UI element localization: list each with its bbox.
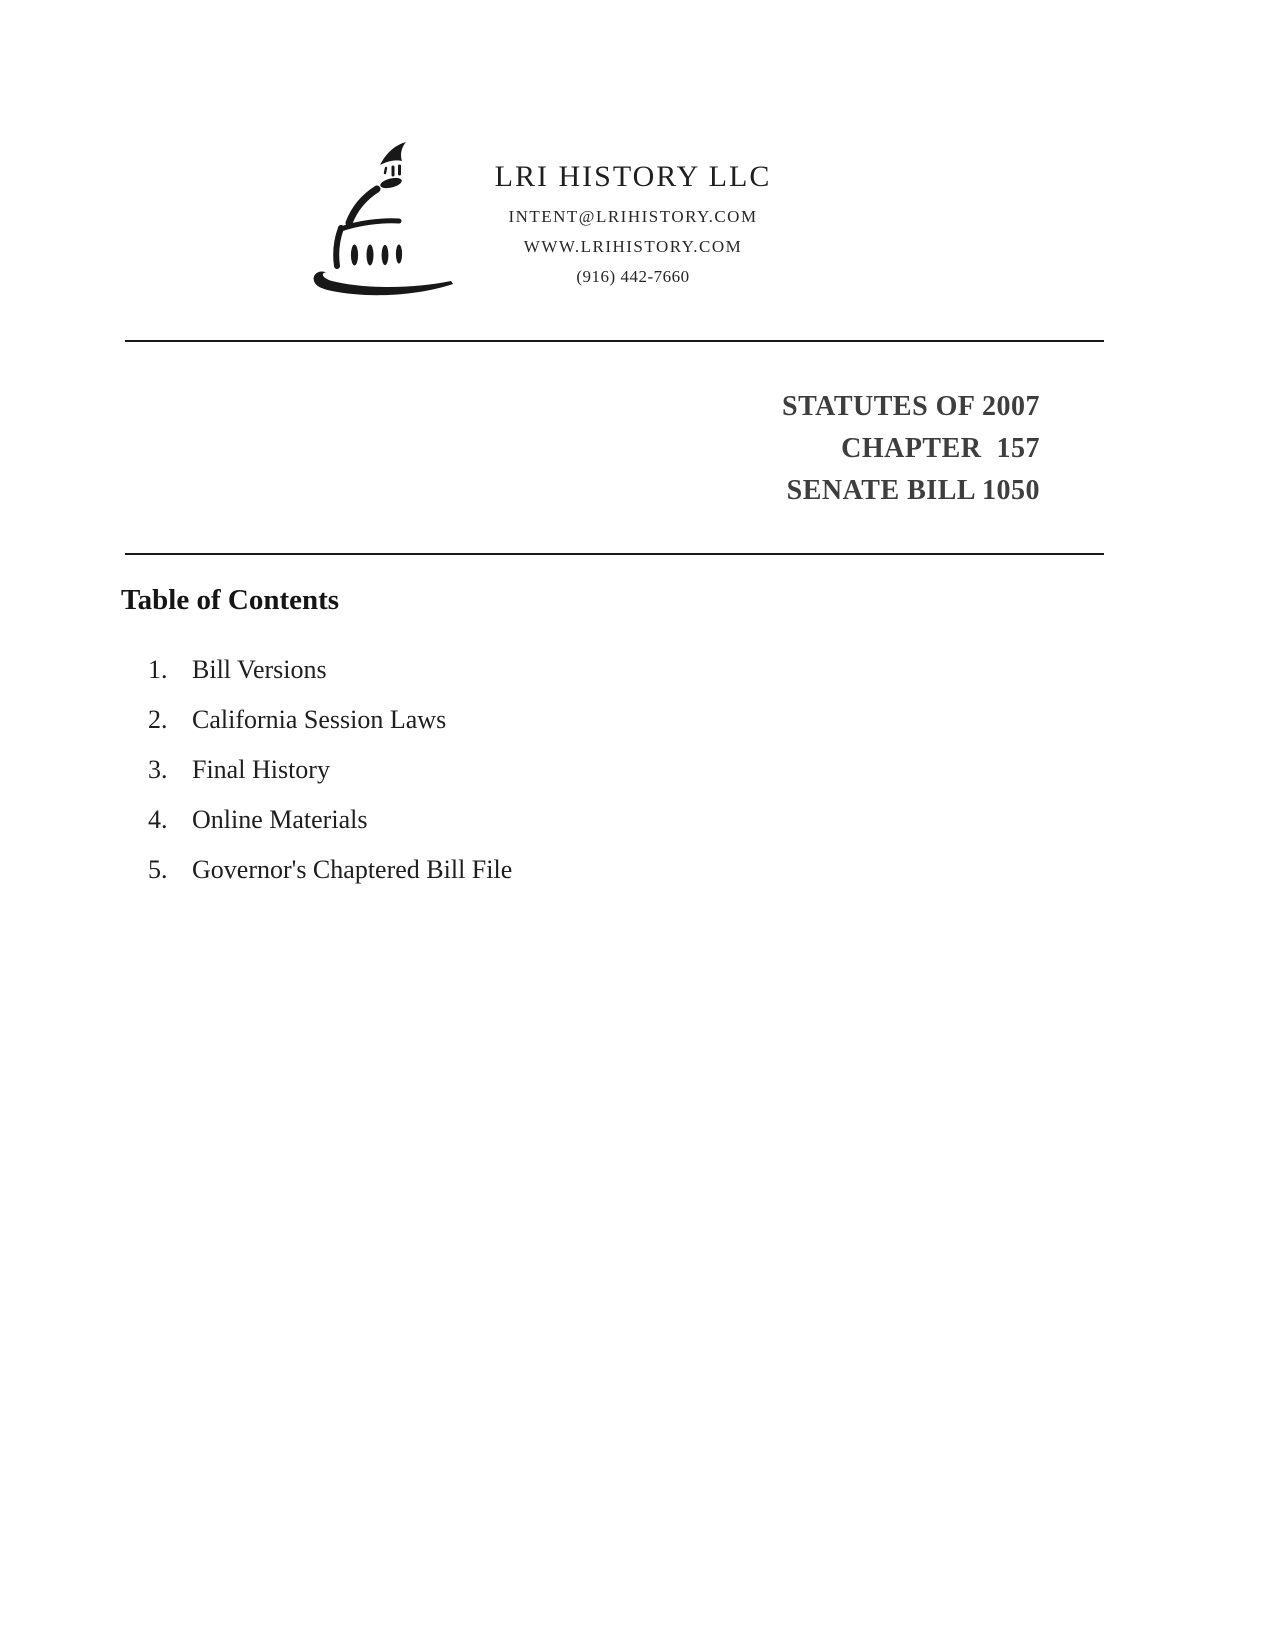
toc-list <box>121 645 1021 895</box>
org-email: INTENT@LRIHISTORY.COM <box>508 207 758 226</box>
table-of-contents <box>121 584 1021 895</box>
toc-item-number: 2. <box>148 705 168 734</box>
org-website: WWW.LRIHISTORY.COM <box>523 237 743 256</box>
toc-item-number: 4. <box>148 805 168 834</box>
statute-line-year: STATUTES OF 2007 <box>782 391 1040 422</box>
org-name: LRI HISTORY LLC <box>494 160 772 193</box>
statute-heading <box>782 386 1040 512</box>
toc-item-label: Governor's Chaptered Bill File <box>192 855 513 884</box>
divider-bottom <box>125 553 1104 555</box>
letterhead <box>333 160 933 288</box>
toc-title: Table of Contents <box>121 584 340 616</box>
toc-item-label: Final History <box>192 755 330 784</box>
toc-item <box>121 845 1021 895</box>
toc-item-number: 5. <box>148 855 168 884</box>
toc-item-label: Bill Versions <box>192 655 327 684</box>
toc-item-number: 3. <box>148 755 168 784</box>
toc-item <box>121 695 1021 745</box>
toc-item-label: California Session Laws <box>192 705 447 734</box>
statute-line-chapter: CHAPTER 157 <box>841 433 1040 464</box>
org-phone: (916) 442-7660 <box>576 267 690 286</box>
divider-top <box>125 340 1104 342</box>
toc-item <box>121 645 1021 695</box>
toc-item-number: 1. <box>148 655 168 684</box>
toc-item-label: Online Materials <box>192 805 368 834</box>
toc-item <box>121 795 1021 845</box>
statute-line-bill: SENATE BILL 1050 <box>786 475 1040 506</box>
toc-item <box>121 745 1021 795</box>
